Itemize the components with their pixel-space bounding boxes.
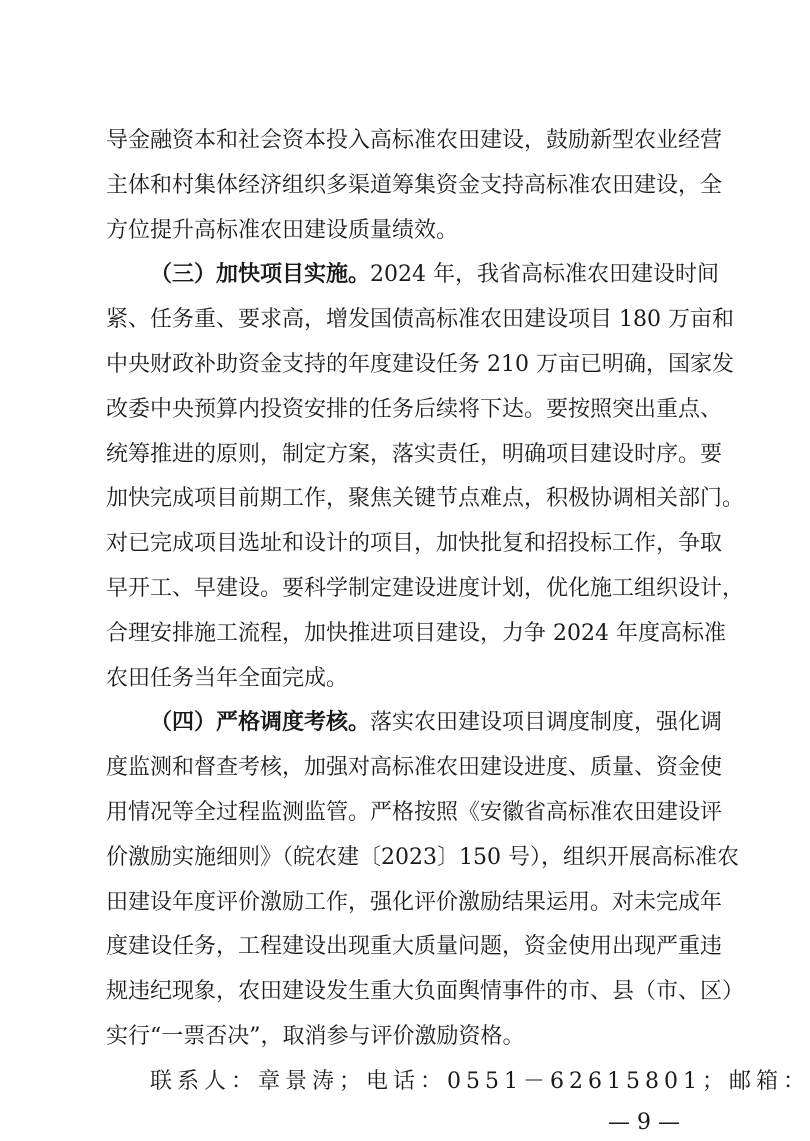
text-line: 对已完成项目选址和设计的项目，加快批复和招投标工作，争取 bbox=[106, 531, 723, 556]
text-line: 价激励实施细则》（皖农建〔2023〕150 号），组织开展高标准农 bbox=[106, 845, 739, 870]
text-line: 实行“一票否决”，取消参与评价激励资格。 bbox=[106, 1024, 525, 1049]
section-heading: （四）严格调度考核。 bbox=[150, 710, 371, 735]
section-first-line bbox=[150, 255, 719, 295]
text-line: 用情况等全过程监测监管。严格按照《安徽省高标准农田建设评 bbox=[106, 800, 723, 825]
text-line: 田建设年度评价激励工作，强化评价激励结果运用。对未完成年 bbox=[106, 890, 723, 915]
text-line: 紧、任务重、要求高，增发国债高标准农田建设项目 180 万亩和 bbox=[106, 307, 734, 332]
text-line: 度建设任务，工程建设出现重大质量问题，资金使用出现严重违 bbox=[106, 934, 723, 959]
page-number: — 9 — bbox=[608, 1110, 680, 1135]
section-lead-text: 落实农田建设项目调度制度，强化调 bbox=[370, 710, 723, 735]
text-line: 方位提升高标准农田建设质量绩效。 bbox=[106, 218, 459, 243]
section-first-line bbox=[150, 703, 723, 743]
text-line: 度监测和督查考核，加强对高标准农田建设进度、质量、资金使 bbox=[106, 755, 723, 780]
section-lead-text: 2024 年，我省高标准农田建设时间 bbox=[370, 262, 719, 287]
text-line: 中央财政补助资金支持的年度建设任务 210 万亩已明确，国家发 bbox=[106, 352, 734, 377]
text-line: 农田任务当年全面完成。 bbox=[106, 666, 349, 691]
text-line: 规违纪现象，农田建设发生重大负面舆情事件的市、县（市、区） bbox=[106, 979, 745, 1004]
text-line: 统筹推进的原则，制定方案，落实责任，明确项目建设时序。要 bbox=[106, 442, 723, 467]
text-line: 改委中央预算内投资安排的任务后续将下达。要按照突出重点、 bbox=[106, 397, 723, 422]
text-line: 加快完成项目前期工作，聚焦关键节点难点，积极协调相关部门。 bbox=[106, 486, 745, 511]
text-line: 早开工、早建设。要科学制定建设进度计划，优化施工组织设计， bbox=[106, 576, 745, 601]
section-heading: （三）加快项目实施。 bbox=[150, 262, 371, 287]
text-line: 合理安排施工流程，加快推进项目建设，力争 2024 年度高标准 bbox=[106, 621, 726, 646]
contact-line: 联系人：章景涛；电话：0551－62615801；邮箱： bbox=[150, 1069, 810, 1094]
text-line: 主体和村集体经济组织多渠道筹集资金支持高标准农田建设，全 bbox=[106, 173, 723, 198]
text-line: 导金融资本和社会资本投入高标准农田建设，鼓励新型农业经营 bbox=[106, 128, 723, 153]
